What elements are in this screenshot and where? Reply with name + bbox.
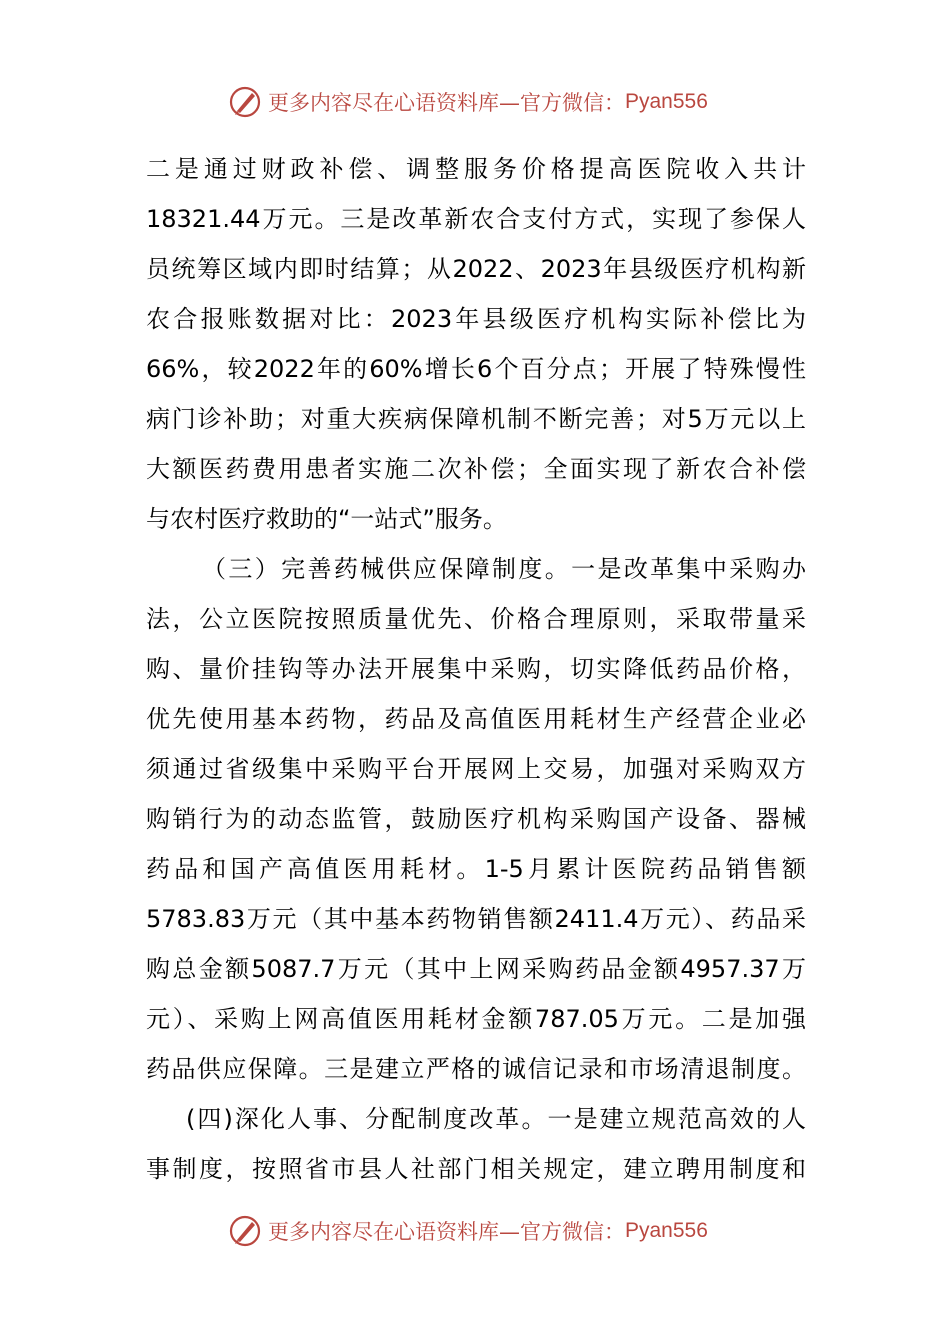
paragraph-2	[146, 544, 806, 1094]
watermark-header	[228, 84, 708, 120]
watermark-footer	[228, 1213, 708, 1249]
text-line: 元）、采购上网高值医用耗材金额787.05万元。二是加强	[146, 1005, 806, 1033]
pen-logo-icon	[228, 85, 262, 119]
paragraph-1	[146, 144, 806, 544]
text-line: 购销行为的动态监管，鼓励医疗机构采购国产设备、器械	[146, 805, 806, 833]
text-line: 5783.83万元（其中基本药物销售额2411.4万元）、药品采	[146, 905, 806, 933]
text-line: 购、量价挂钩等办法开展集中采购，切实降低药品价格，	[146, 655, 806, 683]
document-body	[146, 144, 806, 1194]
text-line: 与农村医疗救助的“一站式”服务。	[146, 505, 507, 533]
text-line: 病门诊补助；对重大疾病保障机制不断完善；对5万元以上	[146, 405, 806, 433]
watermark-account: Pyan556	[625, 90, 708, 113]
text-line: 药品供应保障。三是建立严格的诚信记录和市场清退制度。	[146, 1055, 806, 1083]
text-line: 须通过省级集中采购平台开展网上交易，加强对采购双方	[146, 755, 806, 783]
watermark-account: Pyan556	[625, 1219, 708, 1242]
text-line: （三）完善药械供应保障制度。一是改革集中采购办	[202, 555, 806, 583]
pen-logo-icon	[228, 1214, 262, 1248]
text-line: 员统筹区域内即时结算；从2022、2023年县级医疗机构新	[146, 255, 806, 283]
text-line: 购总金额5087.7万元（其中上网采购药品金额4957.37万	[146, 955, 806, 983]
text-line: 法，公立医院按照质量优先、价格合理原则，采取带量采	[146, 605, 806, 633]
text-line: 农合报账数据对比：2023年县级医疗机构实际补偿比为	[146, 305, 806, 333]
text-line: 18321.44万元。三是改革新农合支付方式，实现了参保人	[146, 205, 806, 233]
text-line: 66%，较2022年的60%增长6个百分点；开展了特殊慢性	[146, 355, 806, 383]
text-line: 大额医药费用患者实施二次补偿；全面实现了新农合补偿	[146, 455, 806, 483]
watermark-text: 更多内容尽在心语资料库—官方微信：	[268, 1220, 625, 1244]
text-line: (四)深化人事、分配制度改革。一是建立规范高效的人	[186, 1105, 806, 1133]
text-line: 事制度，按照省市县人社部门相关规定，建立聘用制度和	[146, 1155, 806, 1183]
text-line: 二是通过财政补偿、调整服务价格提高医院收入共计	[146, 155, 806, 183]
text-line: 药品和国产高值医用耗材。1-5月累计医院药品销售额	[146, 855, 806, 883]
paragraph-3	[146, 1094, 806, 1194]
text-line: 优先使用基本药物，药品及高值医用耗材生产经营企业必	[146, 705, 806, 733]
watermark-text: 更多内容尽在心语资料库—官方微信：	[268, 91, 625, 115]
